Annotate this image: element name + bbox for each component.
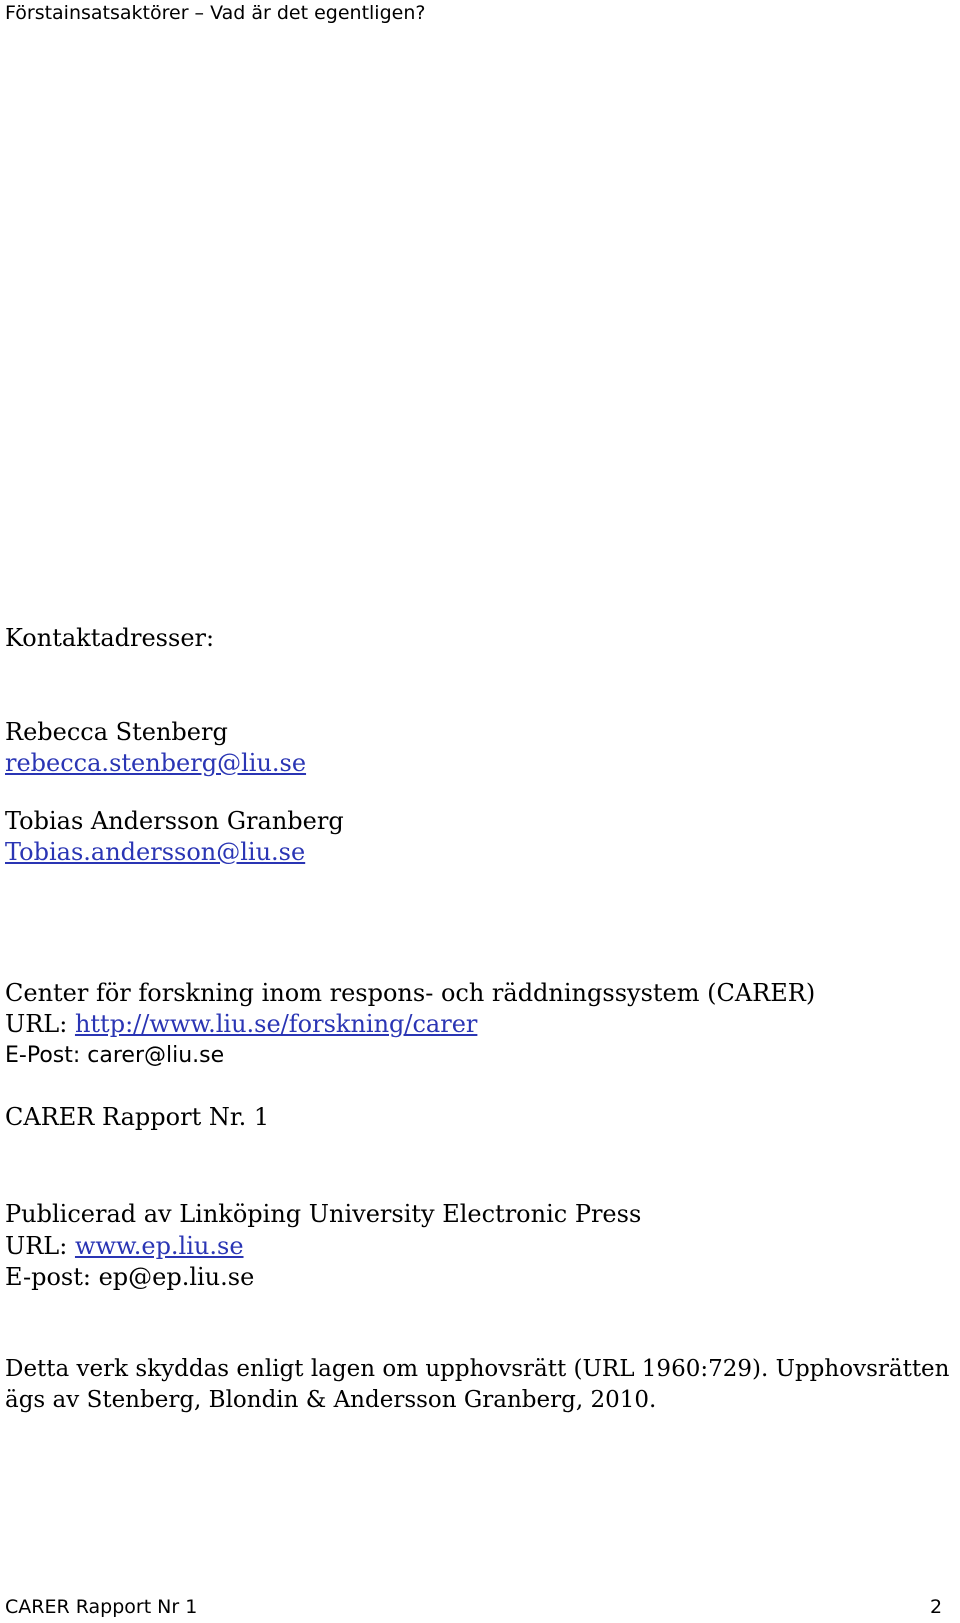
publisher-url-label: URL:: [5, 1232, 75, 1260]
center-url-label: URL:: [5, 1010, 75, 1038]
contact-name-2: Tobias Andersson Granberg: [5, 807, 344, 835]
publisher-url-link[interactable]: www.ep.liu.se: [74, 1232, 244, 1260]
contacts-heading: Kontaktadresser:: [5, 624, 215, 652]
center-email-line: E-Post: carer@liu.se: [5, 1043, 225, 1068]
contact-name-1: Rebecca Stenberg: [5, 718, 228, 746]
running-header: Förstainsatsaktörer – Vad är det egentligen?: [5, 2, 426, 24]
page-number: 2: [930, 1596, 943, 1618]
publisher-email-line: E-post: ep@ep.liu.se: [5, 1263, 255, 1291]
report-label: CARER Rapport Nr. 1: [5, 1103, 270, 1131]
copyright-line-1: Detta verk skyddas enligt lagen om upphovsrätt (URL 1960:729). Upphovsrätten: [5, 1356, 950, 1382]
copyright-line-2: ägs av Stenberg, Blondin & Andersson Granberg, 2010.: [5, 1387, 657, 1413]
center-url-line: [5, 1008, 477, 1040]
center-url-link[interactable]: http://www.liu.se/forskning/carer: [74, 1010, 478, 1038]
center-name: Center för forskning inom respons- och räddningssystem (CARER): [5, 979, 816, 1007]
contact-email-1: [5, 747, 306, 779]
contact-email-link-2[interactable]: Tobias.andersson@liu.se: [5, 838, 306, 866]
contact-email-link-1[interactable]: rebecca.stenberg@liu.se: [5, 749, 307, 777]
publisher-url-line: [5, 1230, 244, 1262]
contact-email-2: [5, 836, 305, 868]
footer-report-label: CARER Rapport Nr 1: [5, 1596, 198, 1618]
publisher-line: Publicerad av Linköping University Electronic Press: [5, 1200, 642, 1228]
